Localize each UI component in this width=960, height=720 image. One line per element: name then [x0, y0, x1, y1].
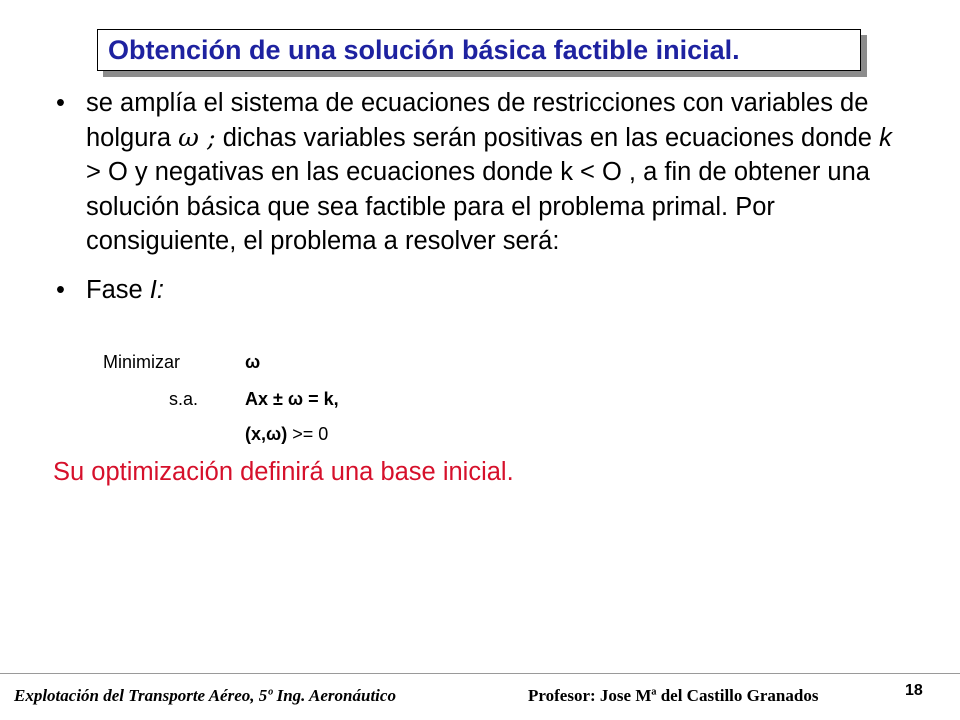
fase-word: Fase	[86, 275, 150, 304]
fase-label	[86, 273, 906, 308]
subject-to-label: s.a.	[169, 389, 199, 409]
omega-symbol: ω ;	[178, 122, 216, 153]
bullet-text	[86, 86, 906, 259]
bullet-text-part2: dichas variables serán positivas en las ecuaciones donde	[215, 123, 880, 152]
nonnegativity-expression	[245, 424, 328, 445]
bullet-dot: •	[56, 89, 65, 117]
minimize-label: Minimizar	[103, 352, 181, 372]
bullet-item-holgura	[56, 86, 906, 259]
footer-professor: Profesor: Jose Mª del Castillo Granados	[528, 686, 819, 705]
bullet-text-part3: > O y negativas en las ecuaciones donde k < O , a fin de obtener una solución básica que sea factible para el problema primal. Por consiguiente, el problema a resolver será:	[86, 158, 870, 255]
footer-divider	[0, 673, 960, 674]
objective-expression: ω	[245, 352, 261, 372]
conclusion-text: Su optimización definirá una base inicial.	[53, 458, 514, 486]
bullet-text-part1: se amplía el sistema de ecuaciones de restricciones con variables de holgura	[86, 89, 869, 152]
nonneg-condition: >= 0	[287, 424, 329, 444]
constraint-expression: Ax ± ω = k,	[245, 389, 339, 409]
slide-title: Obtención de una solución básica factible inicial.	[97, 29, 861, 71]
k-variable: k	[879, 123, 892, 152]
fase-roman: I:	[149, 275, 164, 304]
bullet-item-fase	[56, 273, 906, 308]
bullet-dot: •	[56, 275, 65, 304]
slide-title-container	[97, 29, 861, 71]
bullet-list	[56, 86, 906, 307]
footer-course: Explotación del Transporte Aéreo, 5º Ing. Aeronáutico	[14, 686, 396, 705]
nonneg-variables: (x,ω)	[245, 424, 288, 444]
page-number: 18	[905, 682, 923, 699]
